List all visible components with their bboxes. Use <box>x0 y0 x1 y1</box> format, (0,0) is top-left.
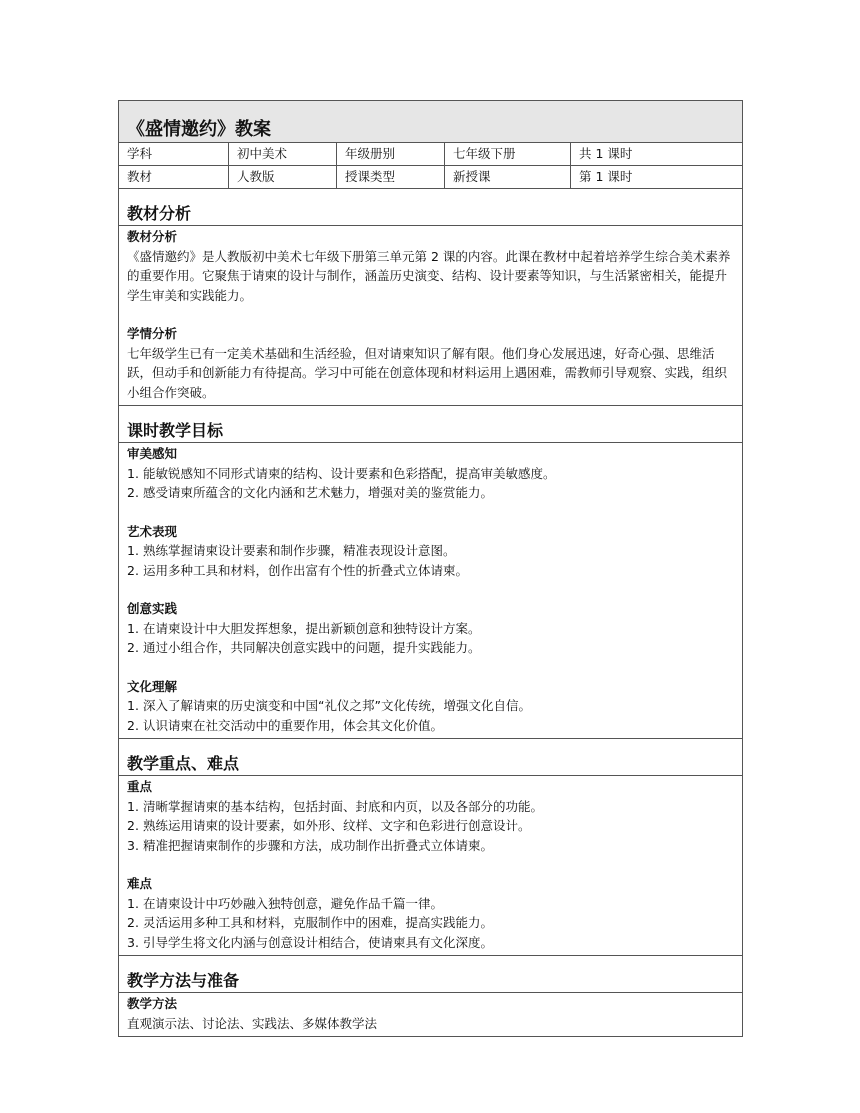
info-cell: 第 1 课时 <box>571 166 743 189</box>
paragraph: 直观演示法、讨论法、实践法、多媒体教学法 <box>127 1015 378 1031</box>
info-cell: 学科 <box>119 143 229 166</box>
subheading: 艺术表现 <box>127 523 178 539</box>
section-heading-methods: 教学方法与准备 <box>119 956 743 993</box>
info-cell: 初中美术 <box>229 143 337 166</box>
paragraph: 七年级学生已有一定美术基础和生活经验，但对请柬知识了解有限。他们身心发展迅速，好奇心强、思维活跃，但动手和创新能力有待提高。学习中可能在创意体现和材料运用上遇困难，需教师引导观察、实践，组织小组合作突破。 <box>127 345 728 400</box>
list-item: 1. 能敏锐感知不同形式请柬的结构、设计要素和色彩搭配，提高审美敏感度。 <box>127 465 556 481</box>
paragraph: 《盛情邀约》是人教版初中美术七年级下册第三单元第 2 课的内容。此课在教材中起着培养学生综合美术素养的重要作用。它聚焦于请柬的设计与制作，涵盖历史演变、结构、设计要素等知识，与生活紧密相关，能提升学生审美和实践能力。 <box>127 248 731 303</box>
list-item: 2. 灵活运用多种工具和材料，克服制作中的困难，提高实践能力。 <box>127 915 494 930</box>
info-cell: 授课类型 <box>337 166 445 189</box>
subheading: 学情分析 <box>127 326 178 341</box>
lesson-plan-table <box>118 100 743 1037</box>
list-item: 1. 深入了解请柬的历史演变和中国“礼仪之邦”文化传统，增强文化自信。 <box>127 698 531 713</box>
info-cell: 年级册别 <box>337 143 445 166</box>
section-body-goals <box>119 443 743 739</box>
subheading: 教学方法 <box>127 996 178 1011</box>
subheading: 重点 <box>127 779 153 794</box>
list-item: 2. 熟练运用请柬的设计要素，如外形、纹样、文字和色彩进行创意设计。 <box>127 818 531 833</box>
info-cell: 人教版 <box>229 166 337 189</box>
section-body-methods <box>119 993 743 1037</box>
document-title: 《盛情邀约》教案 <box>119 101 743 143</box>
list-item: 1. 在请柬设计中巧妙融入独特创意，避免作品千篇一律。 <box>127 895 444 911</box>
lesson-plan-document <box>118 100 742 1037</box>
info-cell: 共 1 课时 <box>571 143 743 166</box>
subheading: 文化理解 <box>127 678 178 694</box>
list-item: 2. 通过小组合作，共同解决创意实践中的问题，提升实践能力。 <box>127 640 481 655</box>
list-item: 2. 认识请柬在社交活动中的重要作用，体会其文化价值。 <box>127 717 444 733</box>
list-item: 1. 熟练掌握请柬设计要素和制作步骤，精准表现设计意图。 <box>127 543 456 558</box>
numbered-list <box>127 541 734 580</box>
subheading: 难点 <box>127 876 153 891</box>
list-item: 2. 感受请柬所蕴含的文化内涵和艺术魅力，增强对美的鉴赏能力。 <box>127 485 494 500</box>
list-item: 1. 在请柬设计中大胆发挥想象，提出新颖创意和独特设计方案。 <box>127 620 481 636</box>
section-heading-goals: 课时教学目标 <box>119 406 743 443</box>
info-row-2 <box>119 166 743 189</box>
list-item: 1. 清晰掌握请柬的基本结构，包括封面、封底和内页，以及各部分的功能。 <box>127 798 544 814</box>
numbered-list <box>127 619 734 658</box>
section-body-keypoints <box>119 776 743 956</box>
list-item: 2. 运用多种工具和材料，创作出富有个性的折叠式立体请柬。 <box>127 562 469 578</box>
info-cell: 教材 <box>119 166 229 189</box>
info-cell: 新授课 <box>445 166 571 189</box>
info-row-1 <box>119 143 743 166</box>
subheading: 创意实践 <box>127 601 178 616</box>
section-body-material <box>119 226 743 406</box>
numbered-list <box>127 797 734 856</box>
numbered-list <box>127 696 734 735</box>
section-heading-keypoints: 教学重点、难点 <box>119 739 743 776</box>
info-cell: 七年级下册 <box>445 143 571 166</box>
numbered-list <box>127 894 734 953</box>
section-heading-material: 教材分析 <box>119 189 743 226</box>
list-item: 3. 精准把握请柬制作的步骤和方法，成功制作出折叠式立体请柬。 <box>127 837 494 853</box>
list-item: 3. 引导学生将文化内涵与创意设计相结合，使请柬具有文化深度。 <box>127 934 494 950</box>
numbered-list <box>127 464 734 503</box>
subheading: 教材分析 <box>127 229 178 244</box>
subheading: 审美感知 <box>127 446 178 461</box>
